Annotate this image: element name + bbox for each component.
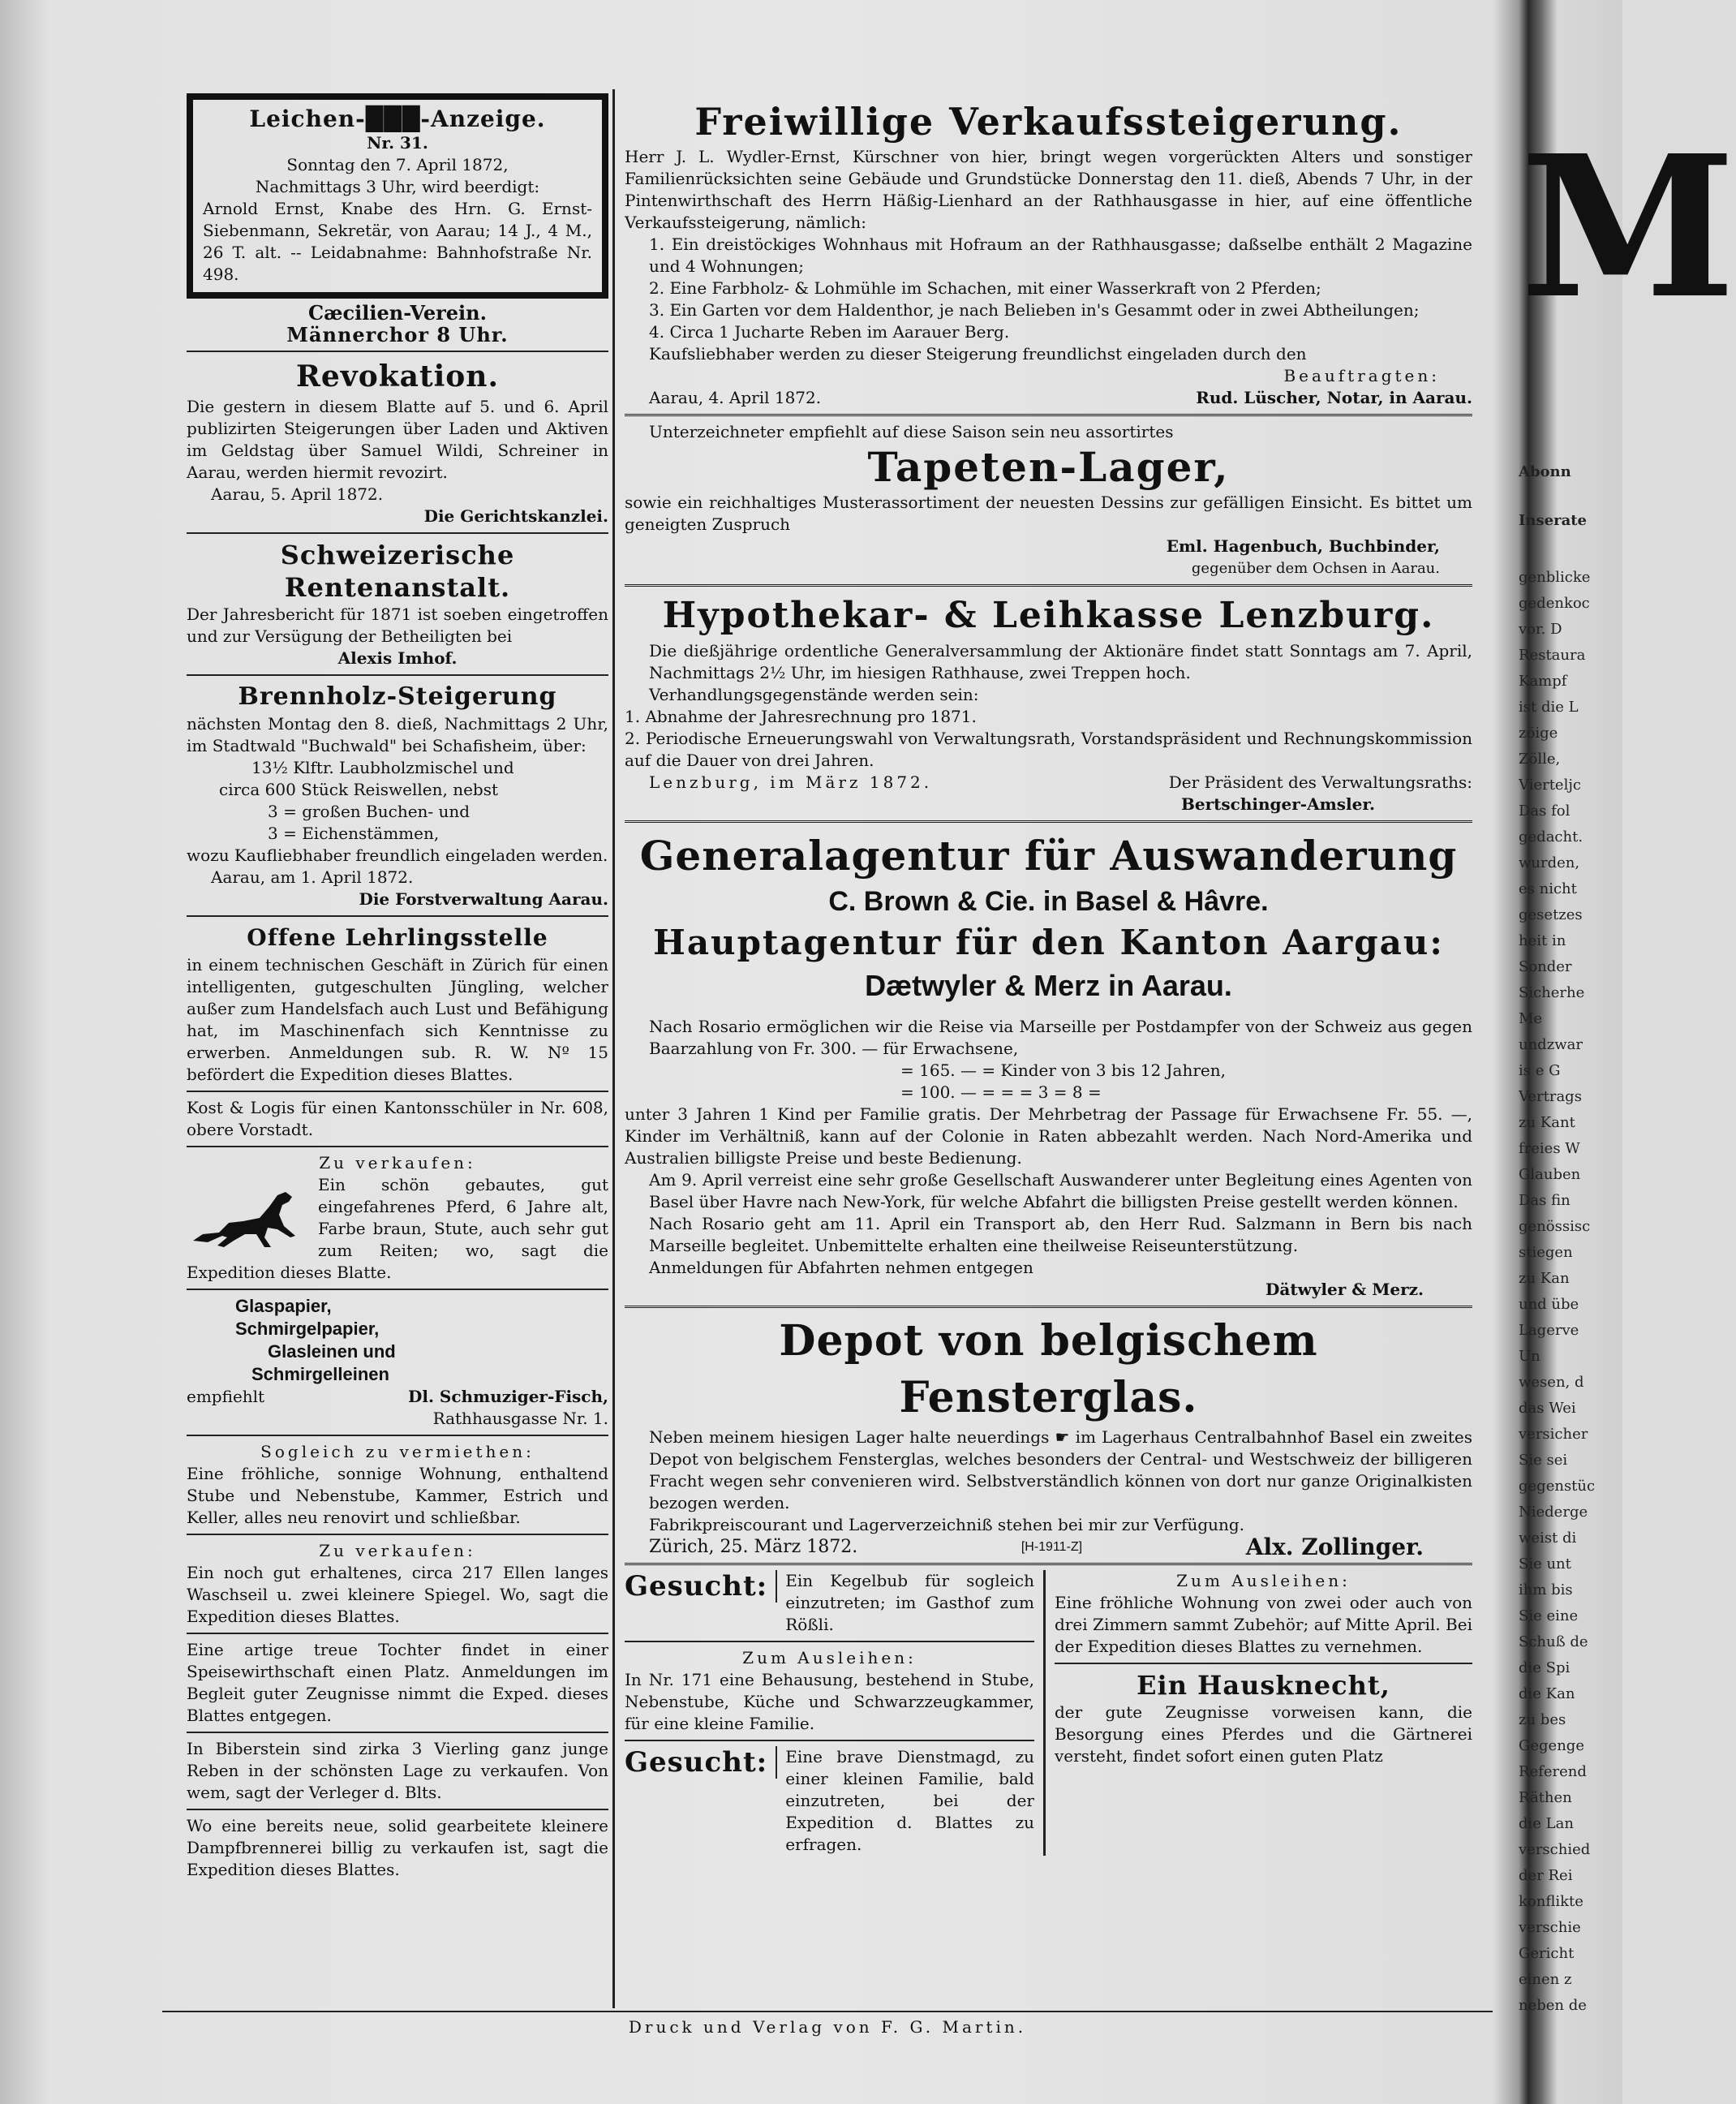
renten-title: Schweizerische Rentenanstalt. bbox=[280, 540, 515, 603]
caecilien-line1: Cæcilien-Verein. bbox=[308, 301, 487, 325]
auswanderung-p1b: = 165. — = Kinder von 3 bis 12 Jahren, bbox=[900, 1061, 1226, 1080]
brennholz-date: Aarau, am 1. April 1872. bbox=[211, 867, 414, 887]
adjacent-page-fragment: Sicherhe bbox=[1519, 984, 1585, 1001]
bottom-left-ads bbox=[625, 1570, 1034, 1856]
bottom-right-ads bbox=[1055, 1570, 1472, 1767]
gesucht-text: Ein Kegelbub für sogleich einzutreten; im Gasthof zum Rößli. bbox=[785, 1571, 1034, 1634]
auswanderung-p4: Nach Rosario geht am 11. April ein Transport ab, den Herr Rud. Salzmann in Bern bis nach Marseille begleitet. Unbemittelte erhalten eine theilweise Reiseunterstützung. bbox=[649, 1214, 1472, 1255]
hypothek-intro: Die dießjährige ordentliche Generalversammlung der Aktionäre findet statt Sonntags am 7. April, Nachmittags 2½ Uhr, im hiesigen Rathhause, zwei Treppen hoch. bbox=[649, 641, 1472, 682]
glas-sign-row bbox=[187, 1386, 608, 1408]
gesucht-ad bbox=[625, 1746, 1034, 1856]
divider bbox=[187, 1809, 608, 1810]
auswanderung-p3: Am 9. April verreist eine sehr große Gesellschaft Auswanderer unter Begleitung eines Agenten von Basel über Havre nach New-York, für welche Abfahrt die billigsten Preise gestellt werden können. bbox=[649, 1170, 1472, 1211]
revokation-date: Aarau, 5. April 1872. bbox=[211, 484, 384, 504]
divider bbox=[187, 1146, 608, 1147]
newspaper-page bbox=[162, 81, 1493, 2037]
auswanderung-title: Generalagentur für Auswanderung bbox=[639, 832, 1458, 880]
leichen-title: Leichen-███-Anzeige. bbox=[249, 105, 546, 132]
vermiethen-text: Eine fröhliche, sonnige Wohnung, enthaltend Stube und Nebenstube, Kammer, Estrich und Keller, alles neu renovirt und schließbar. bbox=[187, 1464, 608, 1527]
column-divider bbox=[612, 89, 615, 2008]
adjacent-page-fragment: Sie eine bbox=[1519, 1607, 1579, 1624]
adjacent-page-fragment: es nicht bbox=[1519, 880, 1577, 897]
ausleihen-title: Zum Ausleihen: bbox=[1176, 1571, 1351, 1590]
divider bbox=[187, 1732, 608, 1733]
adjacent-page-fragment: wurden, bbox=[1519, 854, 1580, 871]
brennholz-intro: nächsten Montag den 8. dieß, Nachmittags 2 Uhr, im Stadtwald "Buchwald" bei Schafisheim, über: bbox=[187, 714, 608, 755]
glas-list bbox=[187, 1295, 608, 1386]
auswanderung-p2: unter 3 Jahren 1 Kind per Familie gratis. Der Mehrbetrag der Passage für Erwachsene Fr. 55. —, Kinder im Verhältniß, kann auf der Colonie in Raten abbezahlt werden. Nach Nord-Amerika und Australien billigste Preise und beste Bedienung. bbox=[625, 1104, 1472, 1168]
gesucht-ad bbox=[625, 1570, 1034, 1636]
adjacent-page-fragment: genblicke bbox=[1519, 569, 1591, 586]
fensterglas-text2: Fabrikpreiscourant und Lagerverzeichniß stehen bei mir zur Verfügung. bbox=[649, 1515, 1245, 1534]
adjacent-page-fragment: Zölle, bbox=[1519, 751, 1561, 768]
divider bbox=[625, 1563, 1472, 1565]
adjacent-page-fragment: Sie unt bbox=[1519, 1555, 1571, 1573]
verkauf-outro: Kaufsliebhaber werden zu dieser Steigerung freundlichst eingeladen durch den bbox=[649, 344, 1307, 364]
verkauf-sign-row bbox=[625, 387, 1472, 409]
adjacent-page-fragment: undzwar bbox=[1519, 1036, 1583, 1053]
adjacent-page-fragment: verschie bbox=[1519, 1919, 1581, 1936]
imprint bbox=[162, 2011, 1493, 2037]
divider bbox=[625, 414, 1472, 416]
adjacent-page-fragment: stiegen bbox=[1519, 1244, 1573, 1261]
leichen-text: Arnold Ernst, Knabe des Hrn. G. Ernst-Siebenmann, Sekretär, von Aarau; 14 J., 4 M., 26 T. alt. -- Leidabnahme: Bahnhofstraße Nr. 498. bbox=[203, 199, 592, 284]
adjacent-page-fragment: einen z bbox=[1519, 1971, 1572, 1988]
adjacent-page-fragment: Niederge bbox=[1519, 1504, 1588, 1521]
adjacent-page-strip bbox=[1515, 0, 1736, 2104]
adjacent-page-fragment: ist die L bbox=[1519, 699, 1579, 716]
verkauf-intro: Herr J. L. Wydler-Ernst, Kürschner von hier, bringt wegen vorgerückten Alters und sonstiger Familienrücksichten seine Gebäude und Grundstücke Donnerstag den 11. dieß, Abends 7 Uhr, in der Pintenwirthschaft des Herrn Häßig-Lienhard an der Rathhausgasse in hier, auf eine öffentliche Verkaufssteigerung, nämlich: bbox=[625, 147, 1472, 232]
adjacent-page-fragment: neben de bbox=[1519, 1997, 1587, 2014]
fensterglas-sign: Alx. Zollinger. bbox=[1245, 1534, 1424, 1560]
vermiethen-title: Sogleich zu vermiethen: bbox=[260, 1442, 535, 1461]
adjacent-page-fragment: wesen, d bbox=[1519, 1374, 1584, 1391]
revokation-text: Die gestern in diesem Blatte auf 5. und 6. April publizirten Steigerungen über Laden und Aktiven im Geldstag über Samuel Wildi, Schreiner in Aarau, werden hiermit revozirt. bbox=[187, 397, 608, 482]
adjacent-page-fragment: Vertrags bbox=[1519, 1088, 1582, 1105]
verkauf-item: 2. Eine Farbholz- & Lohmühle im Schachen, mit einer Wasserkraft von 2 Pferden; bbox=[649, 278, 1321, 298]
divider bbox=[1055, 1663, 1472, 1664]
fensterglas-date: Zürich, 25. März 1872. bbox=[649, 1537, 858, 1557]
hypothek-sub: Verhandlungsgegenstände werden sein: bbox=[649, 685, 979, 704]
glas-addr: Rathhausgasse Nr. 1. bbox=[432, 1409, 608, 1428]
renten-text: Der Jahresbericht für 1871 ist soeben eingetroffen und zur Versügung der Betheiligten bei bbox=[187, 605, 608, 646]
auswanderung-p5: Anmeldungen für Abfahrten nehmen entgegen bbox=[649, 1258, 1033, 1277]
auswanderung-company: C. Brown & Cie. in Basel & Hâvre. bbox=[828, 886, 1269, 917]
adjacent-page-fragment: Restaura bbox=[1519, 647, 1586, 664]
adjacent-page-fragment: und übe bbox=[1519, 1296, 1579, 1313]
adjacent-page-fragment: ihm bis bbox=[1519, 1581, 1573, 1598]
hypothek-sign-row bbox=[625, 772, 1472, 794]
adjacent-page-fragment: weist di bbox=[1519, 1530, 1577, 1547]
hypothek-role: Der Präsident des Verwaltungsraths: bbox=[1168, 772, 1472, 792]
tapeten-text: sowie ein reichhaltiges Musterassortiment der neuesten Dessins zur gefälligen Einsicht. Es bittet um geneigten Zuspruch bbox=[625, 493, 1472, 534]
adjacent-page-fragment: Sie sei bbox=[1519, 1452, 1568, 1469]
hypothek-date: Lenzburg, im März 1872. bbox=[649, 772, 933, 792]
adjacent-page-fragment: gedacht. bbox=[1519, 828, 1583, 845]
bottom-ads bbox=[625, 1570, 1472, 1856]
adjacent-page-fragment: der Rei bbox=[1519, 1867, 1573, 1884]
imprint-text: Druck und Verlag von F. G. Martin. bbox=[628, 2017, 1027, 2037]
gesucht-label: Gesucht: bbox=[625, 1746, 777, 1779]
fensterglas-sign-row bbox=[625, 1536, 1472, 1558]
adjacent-page-fragment: Vierteljc bbox=[1519, 777, 1582, 794]
brennholz-item: 3 = großen Buchen- und bbox=[268, 802, 471, 821]
verkauf-item: 1. Ein dreistöckiges Wohnhaus mit Hofraum an der Rathhausgasse; daßselbe enthält 2 Magazine und 4 Wohnungen; bbox=[649, 234, 1472, 276]
adjacent-page-fragment: die Spi bbox=[1519, 1659, 1571, 1676]
adjacent-page-fragment: gedenkoc bbox=[1519, 595, 1590, 612]
divider bbox=[162, 2011, 1493, 2012]
verkauf-item: 3. Ein Garten vor dem Haldenthor, je nach Belieben in's Gesammt oder in zwei Abtheilungen; bbox=[649, 300, 1420, 320]
divider bbox=[187, 1435, 608, 1436]
verkauf-sign: Rud. Lüscher, Notar, in Aarau. bbox=[1196, 388, 1472, 407]
divider bbox=[625, 1740, 1034, 1741]
glas-pre: empfiehlt bbox=[187, 1387, 265, 1406]
left-column bbox=[187, 93, 608, 1881]
adjacent-page-fragment: vor. D bbox=[1519, 621, 1562, 638]
ausleihen-text: In Nr. 171 eine Behausung, bestehend in Stube, Nebenstube, Küche und Schwarzzeugkammer, für eine kleine Familie. bbox=[625, 1670, 1034, 1733]
adjacent-page-fragment: Abonn bbox=[1519, 463, 1571, 480]
adjacent-page-fragment: Un bbox=[1519, 1348, 1540, 1365]
brennholz-item: 13½ Klftr. Laubholzmischel und bbox=[251, 758, 514, 777]
adjacent-page-fragment: Lagerve bbox=[1519, 1322, 1579, 1339]
divider bbox=[187, 674, 608, 676]
adjacent-page-fragment: die Kan bbox=[1519, 1685, 1575, 1702]
verkauf-beauftragten: Beauftragten: bbox=[1283, 366, 1440, 385]
leichen-anzeige bbox=[187, 93, 608, 299]
adjacent-page-fragment: is e G bbox=[1519, 1062, 1561, 1079]
adjacent-page-fragment: zu bes bbox=[1519, 1711, 1566, 1728]
leichen-number: Nr. 31. bbox=[367, 133, 428, 153]
caecilien-line2: Männerchor 8 Uhr. bbox=[286, 323, 509, 346]
reben-text: In Biberstein sind zirka 3 Vierling ganz junge Reben in der schönsten Lage zu verkaufen. Von wem, sagt der Verleger d. Blts. bbox=[187, 1739, 608, 1802]
horse-icon bbox=[187, 1177, 308, 1254]
adjacent-page-fragment: Räthen bbox=[1519, 1789, 1572, 1806]
auswanderung-agent: Dætwyler & Merz in Aarau. bbox=[865, 969, 1232, 1002]
divider bbox=[187, 915, 608, 917]
pferd-title: Zu verkaufen: bbox=[319, 1153, 476, 1172]
divider bbox=[187, 351, 608, 352]
revokation-sign: Die Gerichtskanzlei. bbox=[423, 506, 608, 526]
leichen-date: Sonntag den 7. April 1872, bbox=[286, 155, 509, 174]
tochter-text: Eine artige treue Tochter findet in einer Speisewirthschaft einen Platz. Anmeldungen im Begleit guter Zeugnisse nimmt die Exped. dieses Blattes entgegen. bbox=[187, 1640, 608, 1725]
adjacent-page-fragment: Kampf bbox=[1519, 673, 1567, 690]
lehrling-text: in einem technischen Geschäft in Zürich für einen intelligenten, gutgeschulten Jüngling, welcher außer zum Handelsfach auch Lust und Befähigung hat, im Maschinenfach sich Kenntnisse zu erwerben. Anmeldungen sub. R. W. Nº 15 befördert die Expedition dieses Blattes. bbox=[187, 955, 608, 1084]
waschseil-text: Ein noch gut erhaltenes, circa 217 Ellen langes Waschseil u. zwei kleinere Spiegel. Wo, sagt die Expedition dieses Blattes. bbox=[187, 1563, 608, 1626]
divider bbox=[625, 584, 1472, 587]
glas-item: Glaspapier, bbox=[235, 1296, 332, 1316]
adjacent-page-fragment: zu Kant bbox=[1519, 1114, 1575, 1131]
leichen-time: Nachmittags 3 Uhr, wird beerdigt: bbox=[255, 177, 540, 196]
gesucht-label: Gesucht: bbox=[625, 1570, 777, 1603]
glas-item: Schmirgelleinen bbox=[251, 1364, 389, 1384]
adjacent-page-fragment: Gericht bbox=[1519, 1945, 1575, 1962]
divider bbox=[187, 1534, 608, 1535]
masthead-letter: M bbox=[1520, 113, 1736, 342]
hausknecht-title: Ein Hausknecht, bbox=[1137, 1670, 1390, 1701]
hypothek-item: 1. Abnahme der Jahresrechnung pro 1871. bbox=[625, 707, 977, 726]
fensterglas-text: Neben meinem hiesigen Lager halte neuerdings ☛ im Lagerhaus Centralbahnhof Basel ein zweites Depot von belgischem Fensterglas, welches besonders der Central- und Westschweiz der billigeren Fracht wegen sehr convenieren wird. Selbstverständlich können von dort nur ganze Originalkisten bezogen werden. bbox=[649, 1427, 1472, 1512]
adjacent-page-fragment: zöige bbox=[1519, 725, 1558, 742]
adjacent-page-fragment: Me bbox=[1519, 1010, 1543, 1027]
auswanderung-p1c: = 100. — = = = 3 = 8 = bbox=[900, 1082, 1102, 1102]
adjacent-page-fragment: heit in bbox=[1519, 932, 1566, 949]
adjacent-page-fragment: Schuß de bbox=[1519, 1633, 1588, 1650]
fensterglas-ref: [H-1911-Z] bbox=[1021, 1540, 1083, 1554]
adjacent-page-fragment: Das fol bbox=[1519, 802, 1571, 820]
divider bbox=[625, 820, 1472, 823]
glas-item: Glasleinen und bbox=[268, 1341, 396, 1362]
gesucht-text: Eine brave Dienstmagd, zu einer kleinen Familie, bald einzutreten, bei der Expedition d. Blattes zu erfragen. bbox=[785, 1747, 1034, 1854]
brennholz-outro: wozu Kaufliebhaber freundlich eingeladen werden. bbox=[187, 845, 608, 865]
adjacent-page-fragment: Gegenge bbox=[1519, 1737, 1584, 1754]
glas-item: Schmirgelpapier, bbox=[235, 1319, 380, 1339]
verkauf-date: Aarau, 4. April 1872. bbox=[649, 388, 822, 407]
adjacent-page-fragment: das Wei bbox=[1519, 1400, 1576, 1417]
waschseil-title: Zu verkaufen: bbox=[319, 1541, 476, 1560]
divider bbox=[187, 1633, 608, 1634]
ausleihen-text: Eine fröhliche Wohnung von zwei oder auch von drei Zimmern sammt Zubehör; auf Mitte April. Bei der Expedition dieses Blattes zu vernehmen. bbox=[1055, 1593, 1472, 1656]
tapeten-addr: gegenüber dem Ochsen in Aarau. bbox=[1191, 560, 1440, 577]
glas-sign: Dl. Schmuziger-Fisch, bbox=[408, 1387, 608, 1406]
divider bbox=[625, 1641, 1034, 1642]
tapeten-intro: Unterzeichneter empfiehlt auf diese Saison sein neu assortirtes bbox=[649, 422, 1174, 441]
divider bbox=[187, 1091, 608, 1092]
dampf-text: Wo eine bereits neue, solid gearbeitete kleinere Dampfbrennerei billig zu verkaufen ist, sagt die Expedition dieses Blattes. bbox=[187, 1816, 608, 1879]
adjacent-page-fragment: verschied bbox=[1519, 1841, 1591, 1858]
kost-text: Kost & Logis für einen Kantonsschüler in Nr. 608, obere Vorstadt. bbox=[187, 1098, 608, 1139]
auswanderung-p1: Nach Rosario ermöglichen wir die Reise via Marseille per Postdampfer von der Schweiz aus gegen Baarzahlung von Fr. 300. — für Erwachsene, bbox=[649, 1017, 1472, 1058]
brennholz-title: Brennholz-Steigerung bbox=[238, 682, 557, 711]
adjacent-page-fragment: konflikte bbox=[1519, 1893, 1583, 1910]
adjacent-page-fragment: die Lan bbox=[1519, 1815, 1574, 1832]
adjacent-page-fragment: gegenstüc bbox=[1519, 1478, 1596, 1495]
divider bbox=[187, 532, 608, 534]
hausknecht-text: der gute Zeugnisse vorweisen kann, die Besorgung eines Pferdes und die Gärtnerei versteht, findet sofort einen guten Platz bbox=[1055, 1702, 1472, 1766]
adjacent-page-fragment: zu Kan bbox=[1519, 1270, 1570, 1287]
verkauf-title: Freiwillige Verkaufssteigerung. bbox=[694, 100, 1403, 144]
tapeten-sign: Eml. Hagenbuch, Buchbinder, bbox=[1166, 536, 1440, 556]
brennholz-item: 3 = Eichenstämmen, bbox=[268, 824, 440, 843]
adjacent-page-fragment: Referend bbox=[1519, 1763, 1587, 1780]
pferd-ad bbox=[187, 1174, 608, 1284]
divider bbox=[187, 1289, 608, 1290]
adjacent-page-fragment: Sonder bbox=[1519, 958, 1572, 975]
fensterglas-title: Depot von belgischem Fensterglas. bbox=[779, 1316, 1318, 1422]
ausleihen-title: Zum Ausleihen: bbox=[742, 1648, 917, 1667]
adjacent-page-fragment: Das fin bbox=[1519, 1192, 1571, 1209]
brennholz-item: circa 600 Stück Reiswellen, nebst bbox=[219, 780, 499, 799]
hypothek-sign: Bertschinger-Amsler. bbox=[1181, 794, 1375, 814]
right-column bbox=[625, 97, 1472, 1856]
renten-sign: Alexis Imhof. bbox=[337, 648, 458, 668]
divider bbox=[625, 1306, 1472, 1308]
adjacent-page-fragment: Glauben bbox=[1519, 1166, 1581, 1183]
brennholz-sign: Die Forstverwaltung Aarau. bbox=[359, 889, 608, 909]
pferd-text: Ein schön gebautes, gut eingefahrenes Pferd, 6 Jahre alt, Farbe braun, Stute, auch sehr gut zum Reiten; wo, sagt die Expedition dieses Blatte. bbox=[187, 1175, 608, 1282]
hypothek-title: Hypothekar- & Leihkasse Lenzburg. bbox=[662, 595, 1435, 636]
lehrling-title: Offene Lehrlingsstelle bbox=[247, 924, 548, 951]
auswanderung-sub: Hauptagentur für den Kanton Aargau: bbox=[653, 923, 1444, 962]
tapeten-title: Tapeten-Lager, bbox=[867, 443, 1230, 491]
hypothek-item: 2. Periodische Erneuerungswahl von Verwaltungsrath, Vorstandspräsident und Rechnungskommission auf die Dauer von drei Jahren. bbox=[625, 729, 1472, 770]
adjacent-page-fragment: versicher bbox=[1519, 1426, 1588, 1443]
adjacent-page-fragment: freies W bbox=[1519, 1140, 1580, 1157]
revokation-title: Revokation. bbox=[295, 359, 500, 394]
auswanderung-sign: Dätwyler & Merz. bbox=[1265, 1280, 1424, 1299]
adjacent-page-fragment: Inserate bbox=[1519, 512, 1588, 529]
adjacent-page-fragment: gesetzes bbox=[1519, 906, 1583, 923]
verkauf-item: 4. Circa 1 Jucharte Reben im Aarauer Berg. bbox=[649, 322, 1010, 342]
bottom-divider bbox=[1043, 1570, 1046, 1856]
adjacent-page-fragment: genössisc bbox=[1519, 1218, 1591, 1235]
